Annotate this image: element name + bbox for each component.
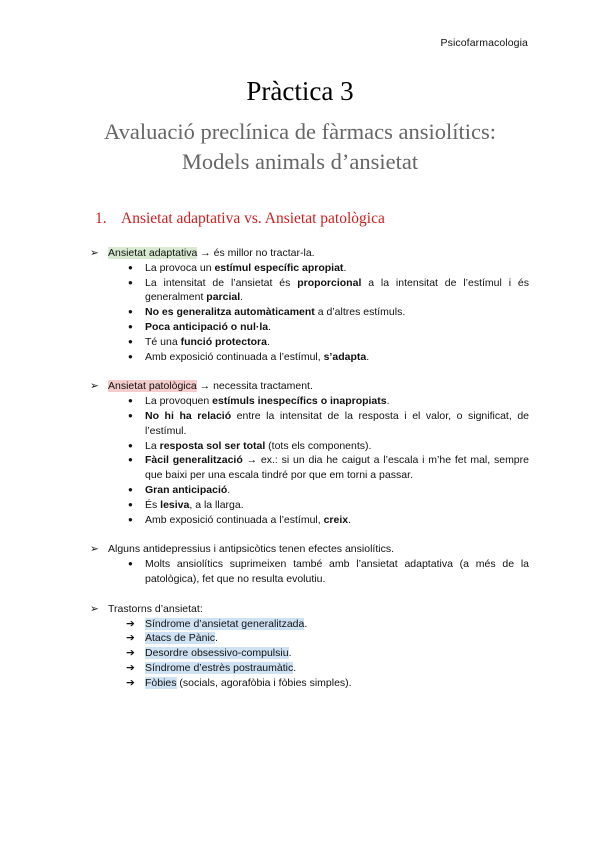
bullet-icon: ● (128, 410, 133, 420)
list-item: ➔ Desordre obsessivo-compulsiu. (126, 647, 292, 660)
page-subtitle (0, 117, 600, 177)
list-item: ➢ Ansietat patològica → necessita tractament. (90, 380, 313, 393)
antidepressants-block (0, 542, 600, 586)
document-body (0, 246, 600, 706)
list-item: ● La provoquen estímuls inespecífics o inapropiats. (128, 395, 390, 408)
bullet-icon: ● (128, 307, 133, 317)
highlight-label: Desordre obsessivo-compulsiu (145, 647, 289, 660)
list-item: ● No hi ha relació entre la intensitat de la resposta i el valor, o significat, de l’estímul. (128, 409, 530, 437)
bullet-icon: ● (128, 559, 133, 569)
list-item: ➢ Trastorns d’ansietat: (90, 602, 203, 615)
section-heading (95, 210, 385, 228)
highlight-label: Ansietat patològica (108, 380, 197, 393)
bullet-icon: ● (128, 455, 133, 465)
list-item: ● Fàcil generalització → ex.: si un dia he caigut a l’escala i m’he fet mal, sempre que baixi per una escala tindré por que em torni a passar. (128, 454, 529, 482)
bullet-icon: ● (128, 484, 133, 494)
arrow-bullet-icon: ➢ (90, 380, 99, 393)
right-arrow-icon: ➔ (126, 676, 135, 689)
list-item: ➢ Alguns antidepressius i antipsicòtics tenen efectes ansiolítics. (90, 543, 394, 556)
section-number: 1. (95, 210, 107, 227)
disorders-block (0, 602, 600, 691)
bullet-icon: ● (128, 440, 133, 450)
list-item: ● Molts ansiolítics suprimeixen també amb l’ansietat adaptativa (a més de la patològica), fet que no resulta evolutiu. (128, 558, 529, 585)
arrow-bullet-icon: ➢ (90, 247, 99, 259)
subtitle-line-2: Models animals d’ansietat (181, 149, 419, 174)
list-item: ● Amb exposició continuada a l’estímul, creix. (128, 513, 352, 526)
bullet-icon: ● (128, 351, 133, 361)
right-arrow-icon: ➔ (126, 647, 135, 660)
bullet-icon: ● (128, 514, 133, 524)
bullet-icon: ● (128, 499, 133, 509)
list-item: ● És lesiva, a la llarga. (128, 498, 244, 511)
header-subject: Psicofarmacologia (440, 37, 528, 49)
highlight-label: Síndrome d’ansietat generalitzada (145, 617, 305, 630)
list-item: ● Amb exposició continuada a l’estímul, s’adapta. (128, 350, 370, 363)
list-item: ● Gran anticipació. (128, 483, 231, 496)
list-item: ➔ Atacs de Pànic. (126, 632, 218, 645)
highlight-label: Fòbies (145, 676, 177, 689)
highlight-label: Ansietat adaptativa (108, 247, 198, 259)
bullet-icon: ● (128, 396, 133, 406)
arrow-bullet-icon: ➢ (90, 602, 99, 615)
arrow-bullet-icon: ➢ (90, 543, 99, 556)
bullet-icon: ● (128, 336, 133, 346)
highlight-label: Atacs de Pànic (145, 632, 216, 645)
pathological-anxiety-block (0, 379, 600, 527)
page-title: Pràctica 3 (246, 76, 354, 106)
bullet-icon: ● (128, 277, 133, 287)
list-item: ● Poca anticipació o nul·la. (128, 320, 272, 333)
right-arrow-icon: ➔ (126, 661, 135, 674)
list-item: ● La provoca un estímul específic apropiat. (128, 261, 347, 274)
list-item: ● Té una funció protectora. (128, 335, 270, 348)
right-arrow-icon: ➔ (126, 632, 135, 645)
bullet-icon: ● (128, 262, 133, 272)
list-item: ➔ Fòbies (socials, agorafòbia i fòbies simples). (126, 676, 352, 689)
right-arrow-icon: ➔ (126, 617, 135, 630)
list-item: ● No es generalitza automàticament a d’altres estímuls. (128, 306, 406, 319)
list-item: ➔ Síndrome d’ansietat generalitzada. (126, 617, 308, 630)
list-item: ➢ Ansietat adaptativa → és millor no tractar-la. (90, 247, 315, 259)
list-item: ➔ Síndrome d’estrès postraumàtic. (126, 661, 297, 674)
adaptive-anxiety-block (0, 246, 600, 364)
list-item: ● La resposta sol ser total (tots els components). (128, 439, 372, 452)
section-title: Ansietat adaptativa vs. Ansietat patològica (121, 210, 385, 227)
subtitle-line-1: Avaluació preclínica de fàrmacs ansiolítics: (104, 119, 496, 144)
highlight-label: Síndrome d’estrès postraumàtic (145, 661, 294, 674)
list-item: ● La intensitat de l’ansietat és proporcional a la intensitat de l’estímul i és generalment parcial. (128, 276, 529, 304)
bullet-icon: ● (128, 321, 133, 331)
